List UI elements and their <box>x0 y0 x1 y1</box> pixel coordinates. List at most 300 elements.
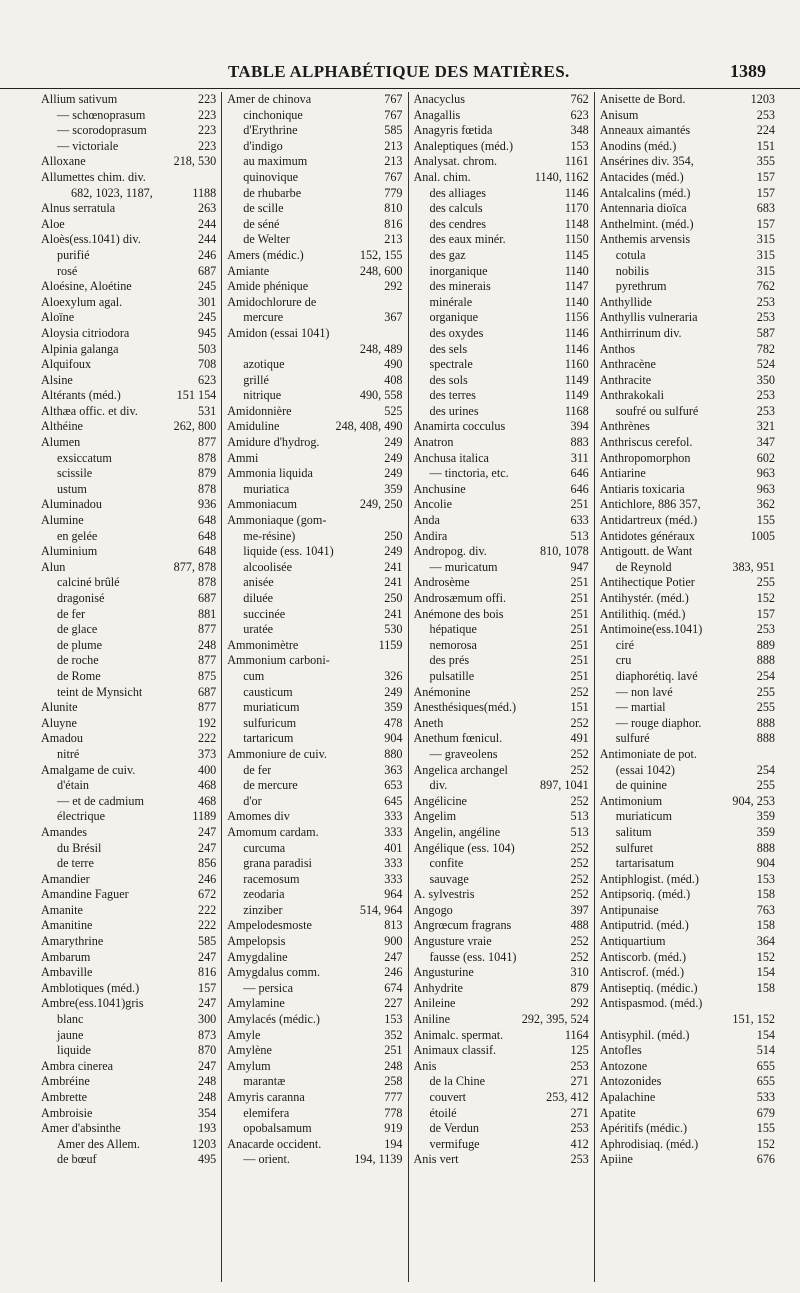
index-term: Ambrette <box>41 1090 88 1104</box>
index-entry <box>41 544 216 560</box>
index-entry <box>227 264 402 280</box>
page-reference: 524 <box>756 357 775 372</box>
page-reference: 213 <box>384 232 403 247</box>
index-entry <box>600 778 775 794</box>
index-entry <box>41 1090 216 1106</box>
index-entry <box>227 139 402 155</box>
index-term: de Welter <box>243 232 290 247</box>
index-entry <box>41 404 216 420</box>
index-entry <box>41 653 216 669</box>
page-reference: 904, 253 <box>732 793 775 808</box>
index-entry <box>227 809 402 825</box>
index-entry <box>227 248 402 264</box>
index-term: muriaticum <box>243 700 300 715</box>
index-term: nemorosa <box>429 637 477 652</box>
index-entry <box>41 950 216 966</box>
index-term: Anis vert <box>413 1152 459 1167</box>
page-reference: 354 <box>197 1105 217 1120</box>
page-reference: 490, 558 <box>359 388 403 403</box>
index-term: des oxydes <box>429 325 484 340</box>
index-entry <box>41 887 216 903</box>
index-entry <box>41 1074 216 1090</box>
index-entry <box>227 1059 402 1075</box>
index-term: — muricatum <box>429 559 498 574</box>
index-term: minérale <box>429 294 473 309</box>
page-reference: 478 <box>384 715 403 730</box>
index-term: Antennaria dioïca <box>599 201 687 216</box>
index-term: Ammoniacum <box>227 497 297 512</box>
page-reference: 241 <box>384 559 403 574</box>
page-reference: 252 <box>570 871 589 886</box>
index-term: Anthos <box>599 341 635 356</box>
index-entry <box>414 357 589 373</box>
index-entry <box>600 139 775 155</box>
page-reference: 253 <box>570 1058 589 1073</box>
index-term: Alumen <box>41 435 81 450</box>
page-reference: 245 <box>197 279 217 294</box>
page-reference: 359 <box>756 809 775 824</box>
index-term: Anthyllide <box>599 294 652 309</box>
index-term: de fer <box>243 762 272 777</box>
page-reference: 251 <box>570 606 589 621</box>
index-term: Analysat. chrom. <box>413 154 498 169</box>
index-entry <box>41 170 216 186</box>
index-entry <box>600 981 775 997</box>
index-entry <box>414 482 589 498</box>
page-reference: 468 <box>197 778 217 793</box>
index-entry <box>414 295 589 311</box>
index-term: d'or <box>243 793 262 808</box>
index-term: Angogo <box>413 902 453 917</box>
page-reference: 945 <box>197 325 217 340</box>
index-term: Anthriscus cerefol. <box>599 435 693 450</box>
index-entry <box>227 591 402 607</box>
index-entry <box>414 622 589 638</box>
index-term: Ammonium carboni- <box>227 653 330 668</box>
page-reference: 248 <box>197 1090 217 1104</box>
index-term: Antiarine <box>599 466 646 481</box>
page-reference: 963 <box>756 466 775 481</box>
page-reference: 633 <box>570 513 589 528</box>
page-reference: 488 <box>570 918 589 933</box>
index-entry <box>600 497 775 513</box>
index-term: Amandier <box>41 871 90 886</box>
index-term: zinziber <box>243 902 283 917</box>
page-reference: 687 <box>197 591 217 605</box>
index-term: Anthirrinum div. <box>599 325 682 340</box>
page-reference: 400 <box>197 762 217 777</box>
index-entry <box>41 747 216 763</box>
index-entry <box>227 310 402 326</box>
index-term: Amidochlorure de <box>227 294 317 309</box>
index-term: fausse (ess. 1041) <box>429 949 517 964</box>
index-term: sulfuricum <box>243 715 297 730</box>
page-reference: 258 <box>384 1074 403 1089</box>
index-entry <box>600 388 775 404</box>
index-entry <box>600 186 775 202</box>
index-columns <box>36 92 780 1282</box>
page-reference: 153 <box>384 1012 403 1027</box>
page-reference: 888 <box>756 731 775 746</box>
page-reference: 311 <box>570 450 589 465</box>
index-entry <box>41 419 216 435</box>
page-reference: 877 <box>197 653 217 668</box>
index-term: Alnus serratula <box>41 201 116 216</box>
index-term: de Rome <box>57 668 101 683</box>
page-reference: 252 <box>570 949 589 964</box>
index-term: Ambroisie <box>41 1105 93 1120</box>
page-reference: 1149 <box>564 372 589 387</box>
page-reference: 253 <box>756 388 775 403</box>
index-term: Aluminadou <box>41 497 102 512</box>
index-term: — schœnoprasum <box>57 107 146 122</box>
index-term: cotula <box>615 247 646 262</box>
index-term: causticum <box>243 684 293 699</box>
index-entry <box>600 419 775 435</box>
page-reference: 816 <box>197 965 217 980</box>
index-entry <box>414 388 589 404</box>
page-reference: 247 <box>197 996 217 1011</box>
index-term: Aloexylum agal. <box>41 294 123 309</box>
index-term: opobalsamum <box>243 1121 312 1136</box>
page-reference: 877, 878 <box>173 559 217 574</box>
index-term: Anémonine <box>413 684 471 699</box>
page-reference: 247 <box>384 949 403 964</box>
index-term: au maximum <box>243 154 308 169</box>
page-reference: 251 <box>570 591 589 605</box>
index-entry <box>41 451 216 467</box>
index-entry <box>600 513 775 529</box>
page-reference: 255 <box>756 684 775 699</box>
index-entry <box>600 841 775 857</box>
index-term: Anisette de Bord. <box>599 92 686 106</box>
index-entry <box>414 669 589 685</box>
page-reference <box>399 295 403 311</box>
page-reference: 919 <box>384 1121 403 1136</box>
page-reference: 359 <box>756 824 775 839</box>
index-entry <box>600 638 775 654</box>
index-term: Alloxane <box>41 154 86 169</box>
index-entry <box>600 996 775 1012</box>
index-term: Angélicine <box>413 793 467 808</box>
page-reference: 683 <box>756 201 775 216</box>
page-reference: 251 <box>384 1043 403 1058</box>
index-entry <box>600 217 775 233</box>
index-entry <box>227 856 402 872</box>
index-term: de la Chine <box>429 1074 486 1089</box>
index-entry <box>600 856 775 872</box>
page-reference: 253 <box>756 107 775 122</box>
index-term: Antozonides <box>599 1074 662 1089</box>
index-entry <box>227 669 402 685</box>
index-entry <box>414 279 589 295</box>
page-reference: 708 <box>197 357 217 372</box>
page-reference: 252 <box>570 934 589 949</box>
index-term: Angélique (ess. 104) <box>413 840 515 855</box>
index-entry <box>414 497 589 513</box>
index-term: elemifera <box>243 1105 290 1120</box>
index-term: — tinctoria, etc. <box>429 466 509 481</box>
index-entry <box>414 856 589 872</box>
index-term: Antidotes généraux <box>599 528 695 543</box>
index-term: de bœuf <box>57 1152 97 1167</box>
page-reference: 153 <box>570 138 589 153</box>
index-term: en gelée <box>57 528 98 543</box>
index-term: salitum <box>615 824 652 839</box>
index-term: Anthropomorphon <box>599 450 691 465</box>
page-reference: 248 <box>384 1058 403 1073</box>
index-term: Amylamine <box>227 996 285 1011</box>
index-entry <box>227 326 402 342</box>
index-term: Angusturine <box>413 965 474 980</box>
index-entry <box>600 108 775 124</box>
index-entry <box>41 825 216 841</box>
index-entry <box>600 669 775 685</box>
index-term: Ampelopsis <box>227 934 286 949</box>
page-reference: 383, 951 <box>732 559 775 574</box>
index-term: sulfuré <box>615 731 650 746</box>
index-entry <box>600 404 775 420</box>
page-reference: 1145 <box>564 247 589 262</box>
index-entry <box>41 1121 216 1137</box>
index-term: grana paradisi <box>243 856 312 871</box>
index-term: curcuma <box>243 840 286 855</box>
index-column-4 <box>594 92 780 1282</box>
index-term: Ambre(ess.1041)gris <box>41 996 144 1011</box>
index-term: — persica <box>243 980 293 995</box>
index-term: couvert <box>429 1090 467 1104</box>
index-entry <box>41 123 216 139</box>
index-term: Androsème <box>413 575 470 590</box>
index-entry <box>600 560 775 576</box>
index-entry <box>227 435 402 451</box>
index-entry <box>414 700 589 716</box>
page-reference: 241 <box>384 606 403 621</box>
index-entry <box>227 794 402 810</box>
index-term: de Verdun <box>429 1121 480 1136</box>
index-entry <box>227 357 402 373</box>
index-entry <box>414 513 589 529</box>
page-reference: 222 <box>197 731 217 746</box>
page-reference: 248, 600 <box>359 263 403 278</box>
index-entry <box>414 123 589 139</box>
index-entry <box>414 1012 589 1028</box>
index-entry <box>414 435 589 451</box>
index-term: Amandes <box>41 824 88 839</box>
index-entry <box>600 295 775 311</box>
index-term: Antacides (méd.) <box>599 169 684 184</box>
index-term: Anchusa italica <box>413 450 489 465</box>
index-entry <box>227 700 402 716</box>
index-entry <box>414 1028 589 1044</box>
index-entry <box>600 809 775 825</box>
index-term: des sols <box>429 372 468 387</box>
index-term: marantæ <box>243 1074 286 1089</box>
index-entry <box>227 170 402 186</box>
index-entry <box>414 92 589 108</box>
index-term: — graveolens <box>429 746 498 761</box>
page-reference: 248, 408, 490 <box>335 419 403 434</box>
page-reference: 513 <box>570 528 589 543</box>
page-reference: 292 <box>384 279 403 294</box>
page-reference: 250 <box>384 528 403 543</box>
index-entry <box>41 856 216 872</box>
page-reference: 904 <box>756 856 775 871</box>
index-term: Angusture vraie <box>413 934 492 949</box>
page-reference: 253 <box>756 310 775 325</box>
index-term: Anthracène <box>599 357 656 372</box>
index-term: Amyle <box>227 1027 261 1042</box>
index-entry <box>41 154 216 170</box>
index-entry <box>41 1043 216 1059</box>
index-entry <box>41 326 216 342</box>
index-term: blanc <box>57 1012 84 1027</box>
index-term: Antiscorb. (méd.) <box>599 949 687 964</box>
index-entry <box>227 778 402 794</box>
index-term: Amide phénique <box>227 279 309 294</box>
page-number: 1389 <box>730 61 766 81</box>
index-term: tartaricum <box>243 731 294 746</box>
index-entry <box>414 419 589 435</box>
index-term: Antilithiq. (méd.) <box>599 606 686 621</box>
index-term: — rouge diaphor. <box>615 715 702 730</box>
index-term: Antimoine(ess.1041) <box>599 622 703 637</box>
index-entry <box>414 1059 589 1075</box>
index-term: jaune <box>57 1027 84 1042</box>
page-reference: 224 <box>756 123 775 138</box>
index-term: Andropog. div. <box>413 544 487 559</box>
index-term: Anisum <box>599 107 639 122</box>
index-entry <box>600 1152 775 1168</box>
index-term: des prés <box>429 653 470 668</box>
index-entry <box>227 1028 402 1044</box>
index-term: cum <box>243 668 265 683</box>
index-term: Anacarde occident. <box>227 1136 322 1151</box>
page-reference: 1160 <box>564 357 589 372</box>
page-reference: 151 <box>570 700 589 715</box>
index-entry <box>227 918 402 934</box>
index-entry <box>414 108 589 124</box>
index-term: Apalachine <box>599 1090 656 1104</box>
index-term: Amylacés (médic.) <box>227 1012 320 1027</box>
index-term: Angrœcum fragrans <box>413 918 512 933</box>
page-reference: 878 <box>197 481 217 496</box>
page-reference: 1140 <box>564 263 589 278</box>
index-entry <box>41 965 216 981</box>
index-entry <box>600 310 775 326</box>
page-reference: 152 <box>756 1136 775 1151</box>
index-entry <box>41 342 216 358</box>
page-reference: 151, 152 <box>732 1012 775 1027</box>
index-entry <box>227 872 402 888</box>
page-reference: 888 <box>756 840 775 855</box>
index-entry <box>414 232 589 248</box>
index-term: Aloès(ess.1041) div. <box>41 232 141 247</box>
index-entry <box>227 934 402 950</box>
page-reference: 655 <box>756 1074 775 1089</box>
index-entry <box>414 1121 589 1137</box>
index-column-1 <box>36 92 221 1282</box>
index-term: Angelim <box>413 809 457 824</box>
index-term: Antiphlogist. (méd.) <box>599 871 699 886</box>
index-entry <box>227 950 402 966</box>
page-reference: 904 <box>384 731 403 746</box>
index-entry <box>414 466 589 482</box>
page-reference: 888 <box>756 653 775 668</box>
index-term: Aloïne <box>41 310 75 325</box>
index-term: teint de Mynsicht <box>57 684 143 699</box>
index-term: Amyris caranna <box>227 1090 305 1104</box>
index-entry <box>227 903 402 919</box>
page-reference <box>771 996 775 1012</box>
page-reference: 252 <box>570 684 589 699</box>
index-entry <box>227 685 402 701</box>
index-term: Aniline <box>413 1012 451 1027</box>
page-reference: 223 <box>197 138 217 153</box>
index-entry <box>600 622 775 638</box>
index-entry <box>41 622 216 638</box>
page-reference: 244 <box>197 216 217 231</box>
index-entry <box>227 232 402 248</box>
index-entry <box>414 716 589 732</box>
index-term: cru <box>615 653 632 668</box>
index-entry <box>41 1106 216 1122</box>
index-entry <box>414 653 589 669</box>
index-entry <box>600 763 775 779</box>
index-term: Amygdalus comm. <box>227 965 321 980</box>
page-reference: 315 <box>756 247 775 262</box>
index-entry <box>414 841 589 857</box>
index-entry <box>600 373 775 389</box>
page-reference: 352 <box>384 1027 403 1042</box>
page-reference: 362 <box>756 497 775 512</box>
index-entry <box>414 825 589 841</box>
index-entry <box>600 747 775 763</box>
page-reference: 151 154 <box>176 388 217 403</box>
index-term: de fer <box>57 606 86 621</box>
index-term: Antihystér. (méd.) <box>599 591 689 605</box>
index-entry <box>41 731 216 747</box>
index-entry <box>41 482 216 498</box>
page-reference: 883 <box>570 435 589 450</box>
page-reference: 247 <box>197 824 217 839</box>
page-reference: 963 <box>756 481 775 496</box>
index-term: de scille <box>243 201 284 216</box>
page-reference: 674 <box>384 980 403 995</box>
page-reference: 936 <box>197 497 217 512</box>
index-entry <box>414 404 589 420</box>
index-term: Aphrodisiaq. (méd.) <box>599 1136 699 1151</box>
index-term: exsiccatum <box>57 450 112 465</box>
page-reference: 897, 1041 <box>540 778 589 793</box>
index-term: Antipsoriq. (méd.) <box>599 887 691 902</box>
page-reference: 900 <box>384 934 403 949</box>
index-term: Anthelmint. (méd.) <box>599 216 694 231</box>
index-entry <box>600 232 775 248</box>
index-term: Androsæmum offi. <box>413 591 507 605</box>
page-reference: 947 <box>570 559 589 574</box>
index-entry <box>414 918 589 934</box>
index-term: Angelica archangel <box>413 762 508 777</box>
index-term: Ammoniaque (gom- <box>227 513 327 528</box>
page-reference: 348 <box>570 123 589 138</box>
index-term: Amidon (essai 1041) <box>227 325 330 340</box>
index-term: Apéritifs (médic.) <box>599 1121 688 1136</box>
index-term: Amylum <box>227 1058 271 1073</box>
index-entry <box>414 607 589 623</box>
page-reference: 248 <box>197 637 217 652</box>
index-entry <box>227 887 402 903</box>
